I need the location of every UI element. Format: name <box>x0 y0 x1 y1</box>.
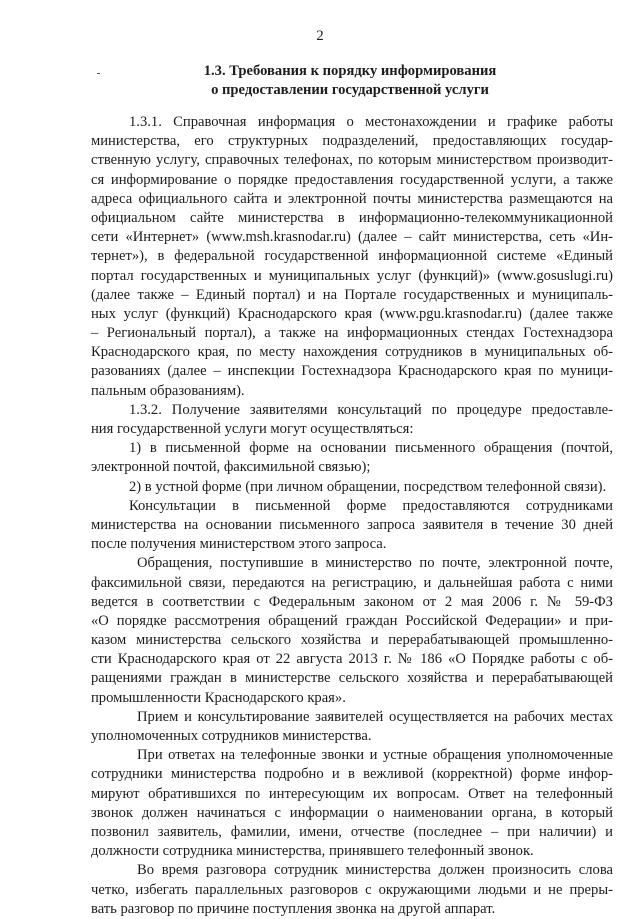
paragraph <box>91 478 613 497</box>
text-line: звонок должен начинаться с информации о наименовании органа, в который <box>91 804 613 821</box>
text-line: адреса официального сайта и электронной почты министерства размещаются на <box>91 190 613 207</box>
text-line: При ответах на телефонные звонки и устные обращения уполномоченные <box>137 747 613 764</box>
text-line: электронной почтой, факсимильной связью); <box>91 459 371 476</box>
text-line: тернет»), в федеральной государственной информационной системе «Единый <box>91 248 613 265</box>
text-line: министерства на основании письменного запроса заявителя в течение 30 дней <box>91 516 613 533</box>
paragraph <box>91 497 613 555</box>
text-line: сети «Интернет» (www.msh.krasnodar.ru) (далее – сайт министерства, сеть «Ин- <box>91 229 613 246</box>
paragraph <box>91 861 613 919</box>
text-line: уполномоченных сотрудников министерства. <box>91 728 372 744</box>
text-line: официальном сайте министерства в информационно-телекоммуникационной <box>91 209 613 226</box>
text-line: ных услуг (функций) Краснодарского края (www.pgu.krasnodar.ru) (далее также <box>91 305 613 322</box>
text-line: ведется в соответствии с Федеральным законом от 2 мая 2006 г. № 59-ФЗ <box>91 593 613 610</box>
text-line: 1) в письменной форме на основании письменного обращения (почтой, <box>129 440 613 457</box>
text-line: позвонил заявитель, фамилии, имени, отчестве (последнее – при наличии) и <box>91 823 613 840</box>
paragraph <box>91 708 613 746</box>
page-number: 2 <box>316 28 324 44</box>
text-line: вать разговор по причине поступления звонка на другой аппарат. <box>91 900 496 917</box>
text-line: Во время разговора сотрудник министерства должен произносить слова <box>137 862 613 879</box>
text-line: 1.3.2. Получение заявителями консультаций по процедуре предоставле- <box>129 401 613 418</box>
text-line: 2) в устной форме (при личном обращении, посредством телефонной связи). <box>129 478 607 495</box>
text-line: Прием и консультирование заявителей осуществляется на рабочих местах <box>137 708 613 725</box>
text-line: ращениями граждан в министерстве сельского хозяйства и перерабатывающей <box>91 670 613 687</box>
section-heading <box>90 62 610 100</box>
text-line: министерства, его структурных подразделений, предоставляющих государ- <box>91 133 613 150</box>
text-line: ственную услугу, справочных телефонах, по которым министерством производит- <box>91 152 613 169</box>
text-line: четко, избегать параллельных разговоров с окружающими людьми и не преры- <box>91 881 613 898</box>
text-line: разованиях (далее – инспекции Гостехнадзора Краснодарского края по муници- <box>91 363 613 380</box>
text-line: должности сотрудника министерства, принявшего телефонный звонок. <box>91 843 534 860</box>
text-line: ся информирование о порядке предоставления государственной услуги, а также <box>91 171 613 188</box>
paragraph <box>91 554 613 708</box>
text-line: Обращения, поступившие в министерство по почте, электронной почте, <box>137 555 613 572</box>
text-line: казом министерства сельского хозяйства и перерабатывающей промышленно- <box>91 632 613 649</box>
text-line: 1.3.1. Справочная информация о местонахождении и графике работы <box>129 114 613 130</box>
paragraph <box>91 746 613 861</box>
heading-line-2: о предоставлении государственной услуги <box>211 82 489 98</box>
text-line: портал государственных и муниципальных услуг (функций)» (www.gosuslugi.ru) <box>91 267 613 284</box>
text-line: ния государственной услуги могут осуществляться: <box>91 421 414 437</box>
paragraph <box>91 113 613 401</box>
text-line: «О порядке рассмотрения обращений граждан Российской Федерации» и при- <box>91 612 613 629</box>
text-line: пальным образованиям). <box>91 382 245 399</box>
text-line: промышленности Краснодарского края». <box>91 689 346 706</box>
text-line: сотрудники министерства подробно и в вежливой (корректной) форме инфор- <box>91 766 613 783</box>
text-line: мируют обратившихся по интересующим их вопросам. Ответ на телефонный <box>91 785 613 802</box>
text-line: (далее также – Единый портал) и на Портале государственных и муниципаль- <box>91 286 613 303</box>
paragraph <box>91 401 613 439</box>
text-line: – Региональный портал), а также на информационных стендах Гостехнадзора <box>91 325 613 342</box>
text-line: сти Краснодарского края от 22 августа 2013 г. № 186 «О Порядке работы с об- <box>91 651 613 668</box>
paragraph <box>91 439 613 477</box>
text-line: после получения министерством этого запроса. <box>91 536 387 553</box>
text-line: Консультации в письменной форме предоставляются сотрудниками <box>129 497 613 514</box>
text-line: факсимильной связи, передаются на регистрацию, и дальнейшая работа с ними <box>91 574 613 591</box>
document-body <box>91 113 613 919</box>
heading-line-1: 1.3. Требования к порядку информирования <box>203 63 497 79</box>
text-line: Краснодарского края, по месту нахождения сотрудников в муниципальных об- <box>91 344 613 361</box>
